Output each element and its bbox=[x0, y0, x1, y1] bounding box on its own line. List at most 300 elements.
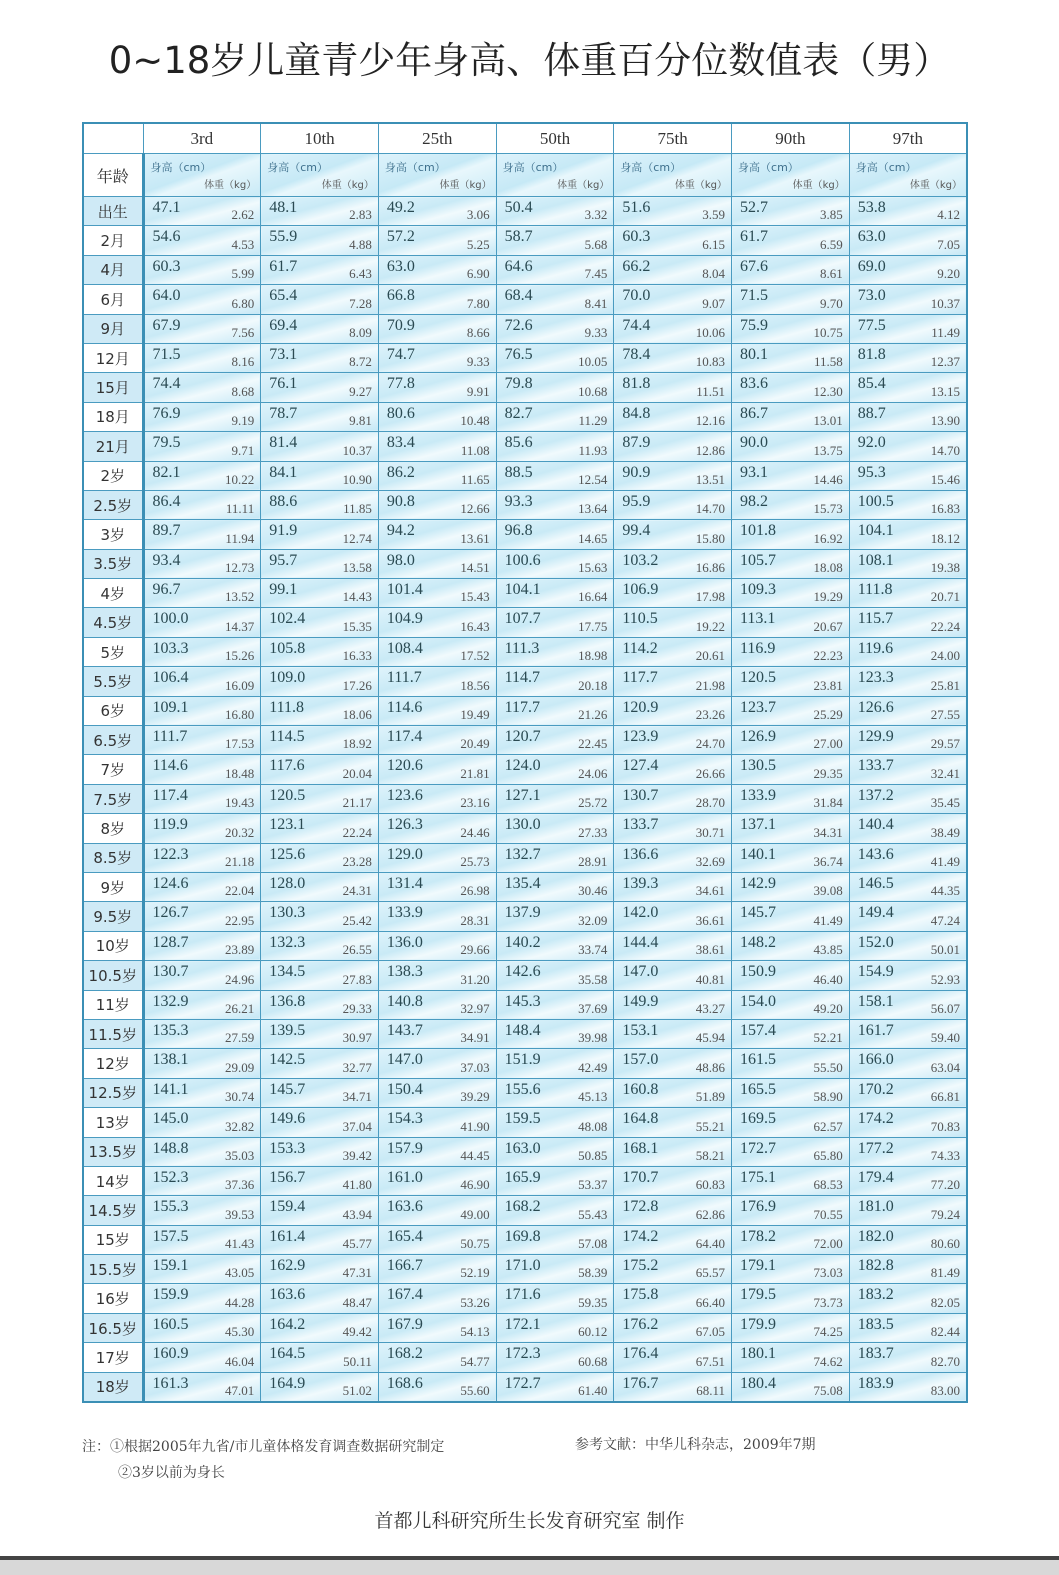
weight-value: 24.06 bbox=[578, 765, 608, 781]
weight-value: 11.29 bbox=[578, 413, 608, 429]
reference: 参考文献：中华儿科杂志，2009年7期 bbox=[575, 1437, 816, 1453]
value-cell bbox=[378, 1137, 496, 1166]
value-cell bbox=[732, 226, 850, 255]
value-cell bbox=[261, 1019, 379, 1048]
height-value: 117.6 bbox=[269, 757, 305, 775]
height-value: 76.5 bbox=[504, 345, 533, 363]
value-cell bbox=[378, 961, 496, 990]
weight-value: 50.85 bbox=[578, 1147, 608, 1163]
value-cell bbox=[849, 1225, 967, 1254]
weight-value: 5.25 bbox=[466, 236, 490, 252]
value-cell bbox=[261, 1049, 379, 1078]
height-value: 123.6 bbox=[386, 786, 423, 804]
table-row bbox=[83, 637, 967, 666]
weight-value: 4.88 bbox=[349, 236, 372, 252]
value-cell bbox=[849, 990, 967, 1019]
value-cell bbox=[378, 755, 496, 784]
height-value: 71.5 bbox=[152, 345, 181, 363]
table-row bbox=[83, 814, 967, 843]
value-cell bbox=[614, 1019, 732, 1048]
height-value: 101.4 bbox=[386, 581, 423, 599]
weight-value: 15.80 bbox=[695, 530, 726, 546]
value-cell bbox=[143, 1196, 261, 1225]
height-value: 164.5 bbox=[269, 1345, 306, 1363]
value-cell bbox=[261, 314, 379, 343]
table-row bbox=[83, 784, 967, 813]
height-value: 109.0 bbox=[269, 669, 306, 687]
height-value: 86.4 bbox=[152, 492, 181, 510]
value-cell bbox=[496, 314, 614, 343]
value-cell bbox=[614, 402, 732, 431]
value-cell bbox=[143, 461, 261, 490]
value-cell bbox=[261, 579, 379, 608]
height-value: 114.5 bbox=[269, 728, 305, 746]
weight-value: 14.70 bbox=[930, 442, 960, 458]
weight-value: 82.05 bbox=[930, 1294, 960, 1310]
percentile-header: 90th bbox=[732, 123, 850, 154]
weight-value: 6.80 bbox=[231, 295, 255, 311]
weight-value: 11.08 bbox=[460, 442, 490, 458]
height-value: 58.7 bbox=[504, 228, 533, 246]
weight-value: 13.51 bbox=[695, 471, 726, 487]
weight-value: 9.33 bbox=[584, 324, 608, 340]
height-value: 120.9 bbox=[622, 698, 659, 716]
weight-value: 11.94 bbox=[225, 530, 255, 546]
weight-value: 37.36 bbox=[224, 1177, 255, 1193]
value-cell bbox=[849, 255, 967, 284]
age-cell: 9岁 bbox=[83, 872, 143, 901]
weight-value: 2.83 bbox=[349, 207, 372, 223]
weight-value: 20.49 bbox=[460, 736, 490, 752]
height-value: 93.1 bbox=[740, 463, 769, 481]
height-value: 67.9 bbox=[152, 316, 181, 334]
bottom-strip bbox=[0, 1560, 1059, 1575]
height-value: 88.6 bbox=[269, 492, 298, 510]
corner-cell bbox=[83, 123, 143, 154]
height-value: 68.4 bbox=[504, 287, 533, 305]
height-value: 93.4 bbox=[152, 551, 181, 569]
height-value: 135.3 bbox=[152, 1021, 189, 1039]
height-value: 108.1 bbox=[857, 551, 894, 569]
height-value: 165.4 bbox=[386, 1227, 423, 1245]
weight-value: 74.33 bbox=[930, 1147, 960, 1163]
height-value: 49.2 bbox=[386, 199, 415, 216]
value-cell bbox=[732, 1313, 850, 1342]
value-cell bbox=[261, 872, 379, 901]
value-cell bbox=[614, 461, 732, 490]
value-cell bbox=[732, 197, 850, 226]
height-value: 111.3 bbox=[504, 639, 540, 657]
height-value: 51.6 bbox=[622, 199, 651, 216]
weight-value: 25.81 bbox=[930, 677, 960, 693]
unit-header-cell bbox=[378, 154, 496, 197]
height-value: 116.9 bbox=[740, 639, 776, 657]
value-cell bbox=[378, 990, 496, 1019]
value-cell bbox=[261, 1166, 379, 1195]
weight-value: 50.11 bbox=[343, 1353, 372, 1369]
age-cell: 8岁 bbox=[83, 814, 143, 843]
value-cell bbox=[496, 637, 614, 666]
height-value: 137.2 bbox=[857, 786, 894, 804]
value-cell bbox=[261, 755, 379, 784]
value-cell bbox=[496, 608, 614, 637]
weight-value: 29.57 bbox=[930, 736, 960, 752]
age-cell: 12.5岁 bbox=[83, 1078, 143, 1107]
weight-value: 55.21 bbox=[695, 1118, 726, 1134]
height-value: 136.6 bbox=[622, 845, 659, 863]
height-value: 168.6 bbox=[386, 1374, 423, 1392]
age-cell: 16.5岁 bbox=[83, 1313, 143, 1342]
value-cell bbox=[732, 1137, 850, 1166]
table-row bbox=[83, 549, 967, 578]
weight-value: 67.51 bbox=[695, 1353, 726, 1369]
height-value: 67.6 bbox=[740, 257, 769, 275]
weight-value: 65.57 bbox=[695, 1265, 726, 1281]
notes bbox=[82, 1434, 444, 1486]
height-value: 136.0 bbox=[386, 933, 423, 951]
weight-value: 48.47 bbox=[342, 1294, 372, 1310]
value-cell bbox=[378, 432, 496, 461]
height-value: 104.1 bbox=[857, 522, 894, 540]
height-value: 130.7 bbox=[152, 963, 189, 981]
height-value: 80.1 bbox=[740, 345, 769, 363]
weight-unit-label: 体重（kg） bbox=[557, 180, 610, 191]
weight-value: 68.53 bbox=[813, 1177, 843, 1193]
value-cell bbox=[849, 1078, 967, 1107]
weight-value: 35.03 bbox=[224, 1147, 255, 1163]
height-value: 99.1 bbox=[269, 581, 298, 599]
value-cell bbox=[378, 579, 496, 608]
weight-value: 24.70 bbox=[695, 736, 726, 752]
value-cell bbox=[732, 1049, 850, 1078]
weight-value: 15.35 bbox=[342, 618, 372, 634]
weight-value: 20.61 bbox=[695, 648, 726, 664]
weight-value: 30.74 bbox=[224, 1089, 255, 1105]
age-cell: 15.5岁 bbox=[83, 1255, 143, 1284]
value-cell bbox=[614, 285, 732, 314]
height-value: 159.5 bbox=[504, 1110, 541, 1128]
height-value: 82.1 bbox=[152, 463, 181, 481]
weight-value: 12.54 bbox=[578, 471, 608, 487]
age-cell: 10岁 bbox=[83, 931, 143, 960]
value-cell bbox=[496, 1019, 614, 1048]
unit-header-cell bbox=[496, 154, 614, 197]
height-value: 163.6 bbox=[386, 1198, 423, 1216]
value-cell bbox=[496, 1166, 614, 1195]
height-value: 149.4 bbox=[857, 904, 894, 922]
value-cell bbox=[378, 814, 496, 843]
height-value: 182.8 bbox=[857, 1257, 894, 1275]
unit-header-cell bbox=[143, 154, 261, 197]
weight-value: 25.42 bbox=[342, 912, 372, 928]
weight-value: 17.26 bbox=[342, 677, 372, 693]
value-cell bbox=[143, 1078, 261, 1107]
value-cell bbox=[378, 1019, 496, 1048]
weight-value: 37.03 bbox=[460, 1059, 490, 1075]
table-row bbox=[83, 1049, 967, 1078]
height-value: 179.5 bbox=[740, 1286, 777, 1304]
weight-value: 50.01 bbox=[930, 942, 960, 958]
weight-value: 36.74 bbox=[813, 853, 843, 869]
height-value: 149.9 bbox=[622, 992, 659, 1010]
height-value: 139.5 bbox=[269, 1021, 306, 1039]
value-cell bbox=[496, 549, 614, 578]
weight-value: 12.73 bbox=[224, 560, 255, 576]
value-cell bbox=[732, 402, 850, 431]
value-cell bbox=[614, 755, 732, 784]
weight-value: 10.48 bbox=[460, 413, 490, 429]
table-row bbox=[83, 961, 967, 990]
age-cell: 14.5岁 bbox=[83, 1196, 143, 1225]
height-value: 172.7 bbox=[740, 1139, 777, 1157]
weight-value: 18.98 bbox=[578, 648, 608, 664]
height-value: 109.1 bbox=[152, 698, 189, 716]
value-cell bbox=[261, 784, 379, 813]
weight-value: 30.97 bbox=[342, 1030, 372, 1046]
value-cell bbox=[496, 197, 614, 226]
weight-value: 77.20 bbox=[930, 1177, 960, 1193]
value-cell bbox=[732, 1372, 850, 1402]
weight-value: 39.98 bbox=[578, 1030, 608, 1046]
value-cell bbox=[496, 1372, 614, 1402]
height-value: 88.5 bbox=[504, 463, 533, 481]
weight-value: 8.61 bbox=[819, 266, 843, 282]
weight-value: 24.46 bbox=[460, 824, 490, 840]
value-cell bbox=[732, 579, 850, 608]
height-value: 170.7 bbox=[622, 1168, 659, 1186]
weight-value: 48.86 bbox=[695, 1059, 726, 1075]
footer-credit: 首都儿科研究所生长发育研究室 制作 bbox=[374, 1510, 685, 1532]
weight-value: 29.35 bbox=[813, 765, 843, 781]
height-value: 60.3 bbox=[152, 257, 181, 275]
value-cell bbox=[614, 314, 732, 343]
value-cell bbox=[378, 314, 496, 343]
value-cell bbox=[496, 1225, 614, 1254]
height-value: 132.3 bbox=[269, 933, 306, 951]
weight-value: 18.06 bbox=[342, 707, 372, 723]
value-cell bbox=[378, 843, 496, 872]
weight-value: 9.27 bbox=[349, 383, 372, 399]
weight-value: 16.64 bbox=[578, 589, 608, 605]
weight-value: 46.04 bbox=[224, 1353, 255, 1369]
table-row bbox=[83, 226, 967, 255]
value-cell bbox=[378, 872, 496, 901]
value-cell bbox=[261, 402, 379, 431]
weight-value: 33.74 bbox=[578, 942, 608, 958]
weight-value: 22.23 bbox=[813, 648, 843, 664]
height-value: 123.9 bbox=[622, 728, 659, 746]
height-value: 119.6 bbox=[857, 639, 894, 657]
weight-value: 22.95 bbox=[224, 912, 255, 928]
weight-unit-label: 体重（kg） bbox=[674, 180, 728, 191]
weight-value: 66.40 bbox=[695, 1294, 726, 1310]
weight-value: 10.06 bbox=[695, 324, 726, 340]
height-value: 77.5 bbox=[857, 316, 886, 334]
value-cell bbox=[261, 814, 379, 843]
weight-value: 12.30 bbox=[813, 383, 843, 399]
value-cell bbox=[496, 931, 614, 960]
weight-value: 18.56 bbox=[460, 677, 490, 693]
weight-value: 80.60 bbox=[930, 1236, 960, 1252]
weight-value: 15.46 bbox=[930, 471, 960, 487]
height-value: 135.4 bbox=[504, 874, 541, 892]
height-value: 158.1 bbox=[857, 992, 894, 1010]
height-value: 155.6 bbox=[504, 1080, 541, 1098]
value-cell bbox=[496, 1078, 614, 1107]
unit-header-cell bbox=[261, 154, 379, 197]
table-row bbox=[83, 1343, 967, 1372]
height-unit-label: 身高（cm） bbox=[738, 161, 799, 174]
age-cell: 15月 bbox=[83, 373, 143, 402]
height-value: 140.2 bbox=[504, 933, 541, 951]
height-value: 61.7 bbox=[269, 257, 298, 275]
height-value: 50.4 bbox=[504, 199, 533, 216]
weight-value: 62.57 bbox=[813, 1118, 843, 1134]
height-value: 164.8 bbox=[622, 1110, 659, 1128]
value-cell bbox=[496, 784, 614, 813]
weight-value: 3.06 bbox=[466, 207, 490, 223]
value-cell bbox=[261, 1284, 379, 1313]
height-value: 84.8 bbox=[622, 404, 651, 422]
height-value: 154.0 bbox=[740, 992, 777, 1010]
value-cell bbox=[614, 255, 732, 284]
weight-value: 43.94 bbox=[342, 1206, 372, 1222]
weight-value: 70.83 bbox=[930, 1118, 960, 1134]
value-cell bbox=[614, 1313, 732, 1342]
weight-value: 38.61 bbox=[695, 942, 726, 958]
value-cell bbox=[143, 990, 261, 1019]
percentile-header: 25th bbox=[378, 123, 496, 154]
weight-value: 6.90 bbox=[466, 266, 490, 282]
weight-value: 14.65 bbox=[578, 530, 608, 546]
height-value: 120.5 bbox=[740, 669, 777, 687]
height-value: 134.5 bbox=[269, 963, 306, 981]
value-cell bbox=[849, 432, 967, 461]
height-value: 74.7 bbox=[386, 345, 415, 363]
weight-value: 44.45 bbox=[460, 1147, 490, 1163]
height-value: 177.2 bbox=[857, 1139, 894, 1157]
weight-value: 23.28 bbox=[342, 853, 372, 869]
weight-value: 9.91 bbox=[466, 383, 490, 399]
height-value: 168.1 bbox=[622, 1139, 659, 1157]
height-value: 108.4 bbox=[386, 639, 423, 657]
weight-value: 15.43 bbox=[460, 589, 490, 605]
value-cell bbox=[378, 608, 496, 637]
weight-value: 9.71 bbox=[231, 442, 255, 458]
height-value: 57.2 bbox=[386, 228, 415, 246]
table-row bbox=[83, 461, 967, 490]
weight-value: 68.11 bbox=[696, 1383, 726, 1399]
value-cell bbox=[143, 1049, 261, 1078]
percentile-header: 3rd bbox=[143, 123, 261, 154]
value-cell bbox=[849, 1284, 967, 1313]
value-cell bbox=[378, 696, 496, 725]
height-value: 124.0 bbox=[504, 757, 541, 775]
value-cell bbox=[496, 1313, 614, 1342]
weight-unit-label: 体重（kg） bbox=[204, 180, 257, 191]
height-value: 172.1 bbox=[504, 1315, 541, 1333]
value-cell bbox=[378, 373, 496, 402]
height-value: 76.1 bbox=[269, 375, 298, 393]
value-cell bbox=[732, 461, 850, 490]
height-value: 164.2 bbox=[269, 1315, 306, 1333]
height-value: 140.8 bbox=[386, 992, 423, 1010]
weight-value: 22.24 bbox=[930, 618, 960, 634]
height-value: 130.7 bbox=[622, 786, 659, 804]
value-cell bbox=[261, 226, 379, 255]
weight-value: 3.59 bbox=[702, 207, 726, 223]
height-value: 147.0 bbox=[386, 1051, 423, 1069]
weight-value: 18.48 bbox=[224, 765, 255, 781]
weight-value: 45.77 bbox=[342, 1236, 372, 1252]
value-cell bbox=[849, 637, 967, 666]
weight-value: 53.37 bbox=[578, 1177, 608, 1193]
height-value: 170.2 bbox=[857, 1080, 894, 1098]
value-cell bbox=[496, 872, 614, 901]
value-cell bbox=[143, 726, 261, 755]
height-value: 84.1 bbox=[269, 463, 298, 481]
weight-value: 7.56 bbox=[231, 324, 255, 340]
value-cell bbox=[732, 1078, 850, 1107]
value-cell bbox=[614, 637, 732, 666]
value-cell bbox=[849, 931, 967, 960]
value-cell bbox=[732, 549, 850, 578]
height-value: 63.0 bbox=[386, 257, 415, 275]
height-unit-label: 身高（cm） bbox=[855, 161, 917, 174]
height-value: 69.4 bbox=[269, 316, 298, 334]
weight-value: 60.12 bbox=[578, 1324, 608, 1340]
height-value: 161.4 bbox=[269, 1227, 306, 1245]
value-cell bbox=[378, 285, 496, 314]
value-cell bbox=[143, 255, 261, 284]
weight-value: 74.62 bbox=[813, 1353, 843, 1369]
table-row bbox=[83, 902, 967, 931]
value-cell bbox=[378, 1166, 496, 1195]
height-value: 66.2 bbox=[622, 257, 651, 275]
height-value: 175.1 bbox=[740, 1168, 777, 1186]
value-cell bbox=[143, 931, 261, 960]
height-value: 115.7 bbox=[857, 610, 894, 628]
weight-value: 11.93 bbox=[578, 442, 608, 458]
weight-value: 45.13 bbox=[578, 1089, 608, 1105]
value-cell bbox=[732, 314, 850, 343]
table-row bbox=[83, 1166, 967, 1195]
value-cell bbox=[614, 373, 732, 402]
value-cell bbox=[378, 1225, 496, 1254]
height-value: 124.6 bbox=[152, 874, 189, 892]
height-value: 163.6 bbox=[269, 1286, 306, 1304]
value-cell bbox=[496, 343, 614, 372]
value-cell bbox=[378, 637, 496, 666]
table-row bbox=[83, 402, 967, 431]
value-cell bbox=[732, 373, 850, 402]
value-cell bbox=[732, 726, 850, 755]
weight-value: 23.89 bbox=[224, 942, 255, 958]
height-value: 60.3 bbox=[622, 228, 651, 246]
value-cell bbox=[496, 696, 614, 725]
height-value: 53.8 bbox=[857, 199, 886, 216]
value-cell bbox=[261, 1255, 379, 1284]
age-cell: 4.5岁 bbox=[83, 608, 143, 637]
height-value: 165.9 bbox=[504, 1168, 541, 1186]
value-cell bbox=[261, 667, 379, 696]
weight-value: 28.70 bbox=[695, 795, 726, 811]
weight-value: 25.29 bbox=[813, 707, 843, 723]
weight-value: 15.26 bbox=[224, 648, 255, 664]
table-row bbox=[83, 843, 967, 872]
value-cell bbox=[496, 402, 614, 431]
height-value: 154.9 bbox=[857, 963, 894, 981]
